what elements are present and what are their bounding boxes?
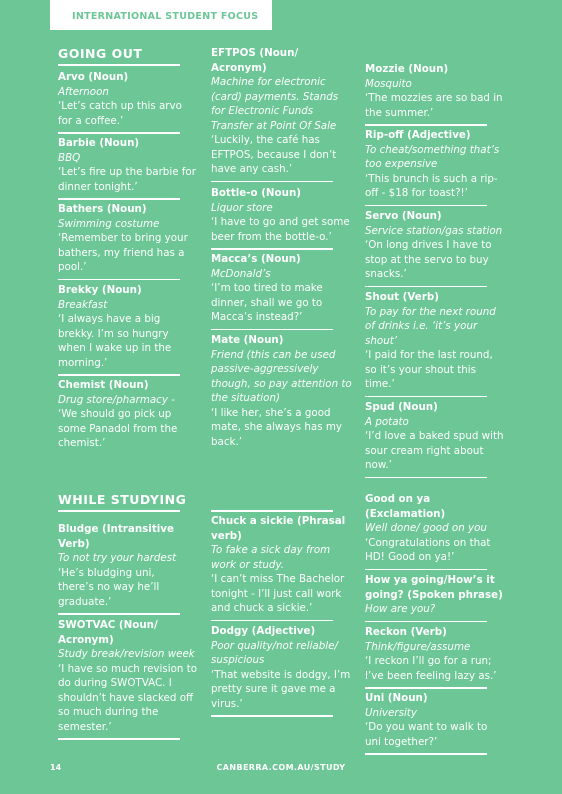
entry-meaning: How are you?	[365, 603, 436, 615]
header-tab	[50, 0, 272, 30]
entry-term: Uni (Noun)	[365, 692, 428, 704]
entry-meaning: Swimming costume	[58, 217, 160, 230]
entry-arvo	[58, 70, 198, 134]
entry-meaning: Well done/ good on you	[365, 522, 487, 534]
entry-rule	[365, 569, 487, 571]
entry-meaning: To fake a sick day from work or study.	[211, 544, 331, 571]
entry-rule	[365, 396, 487, 398]
entry-term: Chuck a sickie (Phrasal verb)	[211, 515, 346, 542]
entry-meaning: Friend (this can be used passive-aggressively though, so pay attention to the situation)	[211, 348, 352, 404]
entry-rule	[365, 621, 487, 623]
header-label: INTERNATIONAL STUDENT FOCUS	[72, 11, 259, 22]
entry-rule	[365, 124, 487, 126]
entry-example: ‘I have so much revision to do during SWOTVAC. I shouldn’t have slacked off so much during the semester.’	[58, 662, 198, 733]
entry-example: ‘This brunch is such a rip-off - $18 for toast?!’	[365, 172, 498, 199]
entry-meaning: Think/figure/assume	[365, 640, 471, 653]
entry-rule	[58, 738, 180, 740]
entry-meaning: Mosquito	[365, 77, 412, 90]
section-title-going-out: GOING OUT	[58, 46, 143, 61]
entry-example: ‘On long drives I have to stop at the servo to buy snacks.’	[365, 239, 492, 280]
entry-term: Good on ya (Exclamation)	[365, 493, 446, 520]
entry-term: Reckon (Verb)	[365, 626, 447, 638]
entry-eftpos	[211, 46, 354, 182]
entry-example: ‘I’m too tired to make dinner, shall we go to Macca’s instead?’	[211, 282, 323, 323]
entry-maccas	[211, 252, 351, 330]
entry-rule	[365, 477, 487, 479]
entry-reckon	[365, 625, 508, 689]
entry-brekky	[58, 283, 188, 376]
page-number: 14	[50, 763, 62, 772]
entry-term: Spud (Noun)	[365, 401, 438, 413]
entry-meaning: Afternoon	[58, 85, 109, 98]
entry-meaning: Service station/gas station	[365, 224, 503, 237]
entry-rule	[365, 205, 487, 207]
entry-mate	[211, 333, 353, 449]
entry-meaning: McDonald’s	[211, 267, 271, 280]
entry-rule	[365, 687, 487, 689]
section-title-while-studying: WHILE STUDYING	[58, 492, 187, 507]
entry-barbie	[58, 136, 198, 200]
entry-term: Arvo (Noun)	[58, 71, 129, 83]
entry-servo	[365, 209, 510, 287]
entry-mozzie	[365, 62, 505, 126]
entry-example: ‘I always have a big brekky. I’m so hungry when I wake up in the morning.’	[58, 313, 172, 369]
entry-uni	[365, 691, 505, 755]
entry-meaning: Liquor store	[211, 201, 273, 214]
entry-term: Barbie (Noun)	[58, 137, 140, 149]
entry-example: ‘The mozzies are so bad in the summer.’	[365, 92, 503, 119]
entry-rip-off	[365, 128, 507, 206]
entry-term: Bathers (Noun)	[58, 203, 147, 215]
entry-example: ‘I’d love a baked spud with sour cream right about now.’	[365, 430, 504, 471]
entry-term: Servo (Noun)	[365, 210, 442, 222]
entry-rule	[211, 248, 333, 250]
entry-meaning: Machine for electronic (card) payments. Stands for Electronic Funds Transfer at Point Of Sale	[211, 76, 339, 132]
entry-rule	[211, 181, 333, 183]
entry-term: Shout (Verb)	[365, 291, 439, 303]
entry-rule	[211, 715, 333, 717]
entry-bathers	[58, 202, 200, 280]
entry-term: How ya going/How’s it going? (Spoken phrase)	[365, 574, 503, 601]
entry-example: ‘I like her, she’s a good mate, she always has my back.’	[211, 406, 342, 448]
entry-example: ‘Remember to bring your bathers, my friend has a pool.’	[58, 232, 188, 273]
section-rule	[58, 64, 180, 66]
entry-term: Mate (Noun)	[211, 334, 284, 346]
entry-term: Bludge (Intransitive Verb)	[58, 523, 174, 550]
entry-term: EFTPOS (Noun/ Acronym)	[211, 47, 299, 74]
entry-example: ‘I can’t miss The Bachelor tonight - I’ll just call work and chuck a sickie.’	[211, 573, 345, 614]
entry-meaning: University	[365, 706, 417, 719]
entry-example: ‘Let’s catch up this arvo for a coffee.’	[58, 100, 182, 127]
entry-meaning: BBQ	[58, 151, 81, 164]
entry-rule	[365, 753, 487, 755]
entry-example: ‘That website is dodgy, I’m pretty sure it gave me a virus.’	[211, 668, 351, 710]
entry-chemist	[58, 378, 193, 451]
entry-example: ‘Do you want to walk to uni together?’	[365, 721, 488, 748]
entry-rule	[58, 198, 180, 200]
entry-term: Mozzie (Noun)	[365, 63, 449, 75]
entry-rule	[58, 613, 180, 615]
entry-term: Dodgy (Adjective)	[211, 625, 316, 637]
entry-example: ‘I paid for the last round, so it’s your shout this time.’	[365, 349, 493, 390]
entry-example: ‘I reckon I’ll go for a run; I’ve been feeling lazy as.’	[365, 655, 497, 682]
entry-term: Brekky (Noun)	[58, 284, 142, 296]
entry-meaning: Study break/revision week	[58, 648, 195, 660]
entry-rule	[211, 620, 333, 622]
entry-term: Rip-off (Adjective)	[365, 129, 471, 141]
entry-example: ‘Congratulations on that HD! Good on ya!’	[365, 536, 491, 563]
entry-term: Macca’s (Noun)	[211, 253, 301, 265]
entry-meaning: Breakfast	[58, 298, 108, 311]
entry-rule	[58, 374, 180, 376]
entry-term: Chemist (Noun)	[58, 379, 149, 391]
entry-term: Bottle-o (Noun)	[211, 187, 301, 199]
entry-example: ‘He’s bludging uni, there’s no way he’ll graduate.’	[58, 566, 160, 608]
entry-meaning: Poor quality/not reliable/ suspicious	[211, 639, 338, 666]
entry-meaning: Drug store/pharmacy -	[58, 393, 175, 406]
entry-term: SWOTVAC (Noun/ Acronym)	[58, 619, 158, 646]
entry-shout	[365, 290, 505, 397]
entry-meaning: To pay for the next round of drinks i.e. ‘it’s your shout’	[365, 305, 496, 347]
section-rule	[58, 510, 180, 512]
entry-example: ‘I have to go and get some beer from the bottle-o.’	[211, 216, 350, 243]
entry-rule	[365, 286, 487, 288]
entry-chuck-a-sickie	[211, 514, 354, 621]
footer-url: CANBERRA.COM.AU/STUDY	[216, 763, 346, 772]
entry-example: ‘Let’s fire up the barbie for dinner tonight.’	[58, 166, 196, 193]
entry-meaning: To not try your hardest	[58, 552, 177, 564]
entry-meaning: To cheat/something that’s too expensive	[365, 143, 500, 170]
entry-meaning: A potato	[365, 415, 409, 428]
entry-example: ‘Luckily, the café has EFTPOS, because I don’t have any cash.’	[211, 134, 337, 175]
entry-rule	[211, 329, 333, 331]
entry-spud	[365, 400, 505, 478]
entry-dodgy	[211, 624, 351, 717]
entry-rule	[58, 132, 180, 134]
entry-rule	[58, 279, 180, 281]
entry-swotvac	[58, 618, 198, 740]
entry-example: ‘We should go pick up some Panadol from the chemist.’	[58, 408, 178, 449]
entry-how-ya-going	[365, 573, 505, 622]
entry-bottle-o	[211, 186, 354, 250]
entry-good-on-ya	[365, 492, 508, 570]
entry-bludge	[58, 522, 188, 615]
section-rule	[211, 510, 333, 512]
